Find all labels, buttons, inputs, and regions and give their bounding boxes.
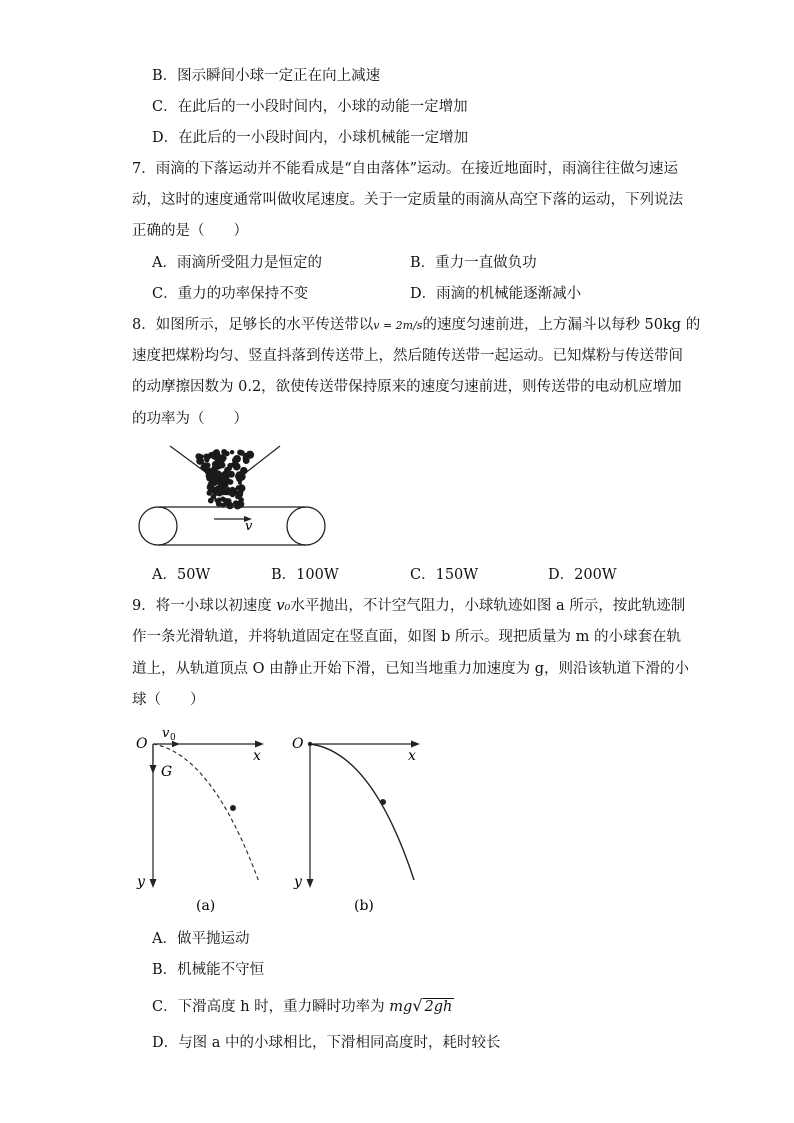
fig-a-v0-label: v [162,726,170,741]
coal-particle [208,498,214,504]
coal-particle [227,463,233,469]
coal-particle [236,475,240,479]
q8-option-b: B．100W [271,567,339,583]
q7-stem-line1: 7．雨滴的下落运动并不能看成是“自由落体”运动。在接近地面时，雨滴往往做匀速运 [132,161,679,177]
coal-particle [217,498,222,503]
q9-stem-line2: 作一条光滑轨道，并将轨道固定在竖直面，如图 b 所示。现把质量为 m 的小球套在轨 [132,629,681,645]
q8-stem-line1b: 的速度匀速前进，上方漏斗以每秒 50kg 的 [422,317,701,333]
fig-a-y-label: y [137,874,145,890]
q9-option-c-text: C．下滑高度 h 时，重力瞬时功率为 [152,999,390,1015]
coal-particle [234,502,241,509]
q9-option-a: A．做平抛运动 [152,931,250,947]
fig-a-gravity-label: G [161,764,173,780]
coal-particle [230,492,235,497]
coal-particle [223,489,229,495]
q6-option-b: B．图示瞬间小球一定正在向上减速 [152,68,381,84]
coal-particle [208,452,214,458]
q9-stem-line3: 道上，从轨道顶点 O 由静止开始下滑，已知当地重力加速度为 g，则沿该轨道下滑的小 [132,661,689,677]
fig-a-v0-subscript: 0 [170,733,176,743]
q7-option-b: B．重力一直做负功 [410,255,537,271]
q9-option-c-mg: mg [389,999,413,1015]
q8-stem-line2: 速度把煤粉均匀、竖直抖落到传送带上，然后随传送带一起运动。已知煤粉与传送带间 [132,348,683,364]
coal-particle [196,457,204,465]
coal-particle [230,450,234,454]
coal-powder [195,449,254,509]
coal-particle [214,456,218,460]
q8-option-a: A．50W [152,567,211,583]
q9-option-c [152,996,454,1017]
q9-stem-line1a: 9．将一小球以初速度 [132,598,277,614]
q8-conveyor-figure [132,440,332,552]
q7-option-d: D．雨滴的机械能逐渐减小 [410,286,582,302]
coal-particle [238,497,244,503]
coal-particle [212,473,219,480]
coal-particle [233,455,241,463]
fig-a-x-label: x [253,748,261,764]
coal-particle [240,467,248,475]
q9-option-b: B．机械能不守恒 [152,962,265,978]
coal-particle [238,481,242,485]
coal-particle [226,501,231,506]
sqrt-symbol: √ [412,996,423,1015]
q9-stem-line4: 球（ ） [132,692,205,708]
q9-stem-line1b: 水平抛出，不计空气阻力，小球轨迹如图 a 所示，按此轨迹制 [290,598,686,614]
coal-particle [221,449,227,455]
coal-particle [204,457,209,462]
fig-b-caption: (b) [354,898,374,914]
coal-particle [216,489,220,493]
coal-particle [232,488,236,492]
q8-stem-line3: 的动摩擦因数为 0.2，欲使传送带保持原来的速度匀速前进，则传送带的电动机应增加 [132,379,682,395]
q7-option-c: C．重力的功率保持不变 [152,286,309,302]
q9-figure-a [132,724,282,916]
coal-particle [238,484,246,492]
fig-b-y-label: y [294,874,302,890]
q6-option-c: C．在此后的一小段时间内，小球的动能一定增加 [152,99,468,115]
q7-option-a: A．雨滴所受阻力是恒定的 [152,255,322,271]
q8-option-c: C．150W [410,567,479,583]
q7-stem-line2: 动，这时的速度通常叫做收尾速度。关于一定质量的雨滴从高空下落的运动，下列说法 [132,192,683,208]
q6-option-d: D．在此后的一小段时间内，小球机械能一定增加 [152,130,469,146]
coal-particle [239,450,245,456]
q8-stem-line4: 的功率为（ ） [132,411,248,427]
q9-stem-line1 [132,596,685,616]
fig-a-origin-label: O [136,736,148,752]
coal-particle [200,464,206,470]
coal-particle [243,457,250,464]
q9-figure-b [288,724,438,916]
coal-particle [211,466,217,472]
q8-option-d: D．200W [548,567,617,583]
coal-particle [233,462,238,467]
q9-option-c-radicand: 2gh [424,999,453,1015]
q9-v0: v₀ [276,598,291,614]
coal-particle [220,476,226,482]
q8-figure-v-label: v [245,519,253,534]
q8-stem-line1a: 8．如图所示，足够长的水平传送带以 [132,317,374,333]
coal-particle [207,490,213,496]
fig-b-x-label: x [408,748,416,764]
fig-b-origin-label: O [292,736,304,752]
q8-velocity: v = 2m/s [373,319,423,332]
q8-stem-line1 [132,315,700,336]
q9-option-d: D．与图 a 中的小球相比，下滑相同高度时，耗时较长 [152,1035,501,1051]
fig-a-caption: (a) [196,898,216,914]
q7-stem-line3: 正确的是（ ） [132,223,248,239]
